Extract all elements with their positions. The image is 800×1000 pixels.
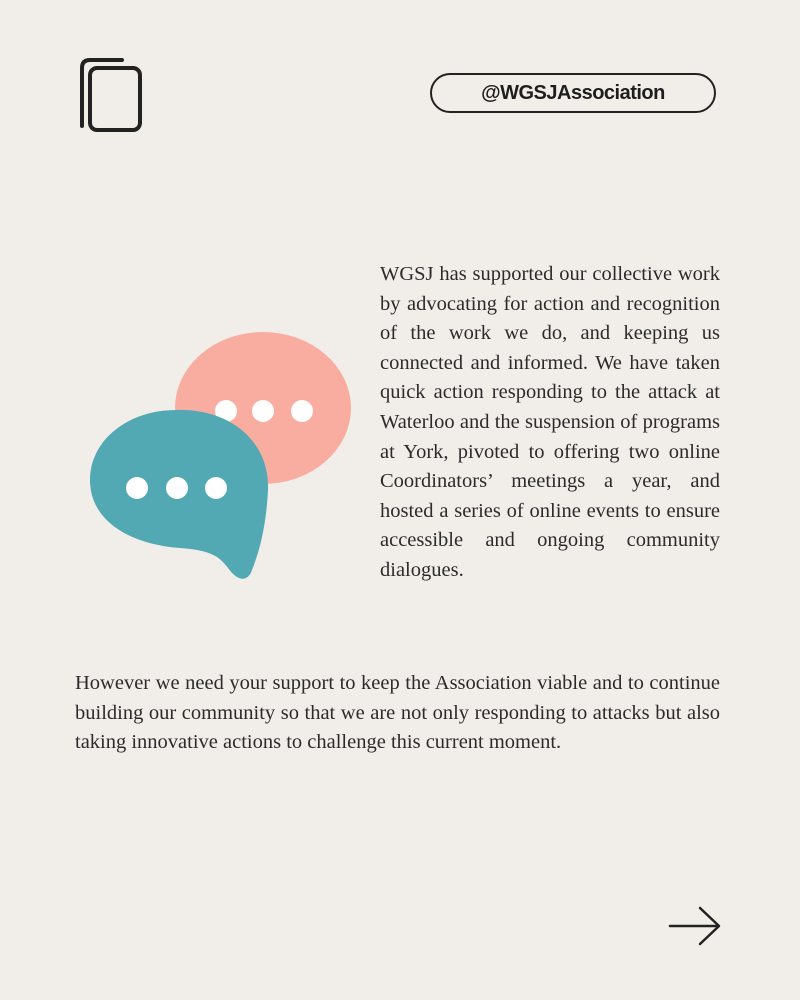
- chat-bubbles-icon: [88, 330, 358, 590]
- social-handle-text: @WGSJAssociation: [481, 81, 665, 104]
- copy-icon: [78, 56, 146, 136]
- body-paragraph-2: However we need your support to keep the Association viable and to continue building our community so that we are not only responding to attacks but also taking innovative actions to challenge this current moment.: [75, 672, 720, 754]
- arrow-right-icon[interactable]: [668, 904, 724, 948]
- social-handle-badge: [430, 73, 716, 113]
- body-paragraph-1: WGSJ has supported our collective work by advocating for action and recognition of the work we do, and keeping us connected and informed. We have taken quick action responding to the attack at Waterloo and the suspension of programs at York, pivoted to offering two online Coordinators’ meetings a year, and hosted a series of online events to ensure accessible and ongoing community dialogues.: [380, 263, 720, 581]
- front-chat-bubble: [90, 410, 268, 579]
